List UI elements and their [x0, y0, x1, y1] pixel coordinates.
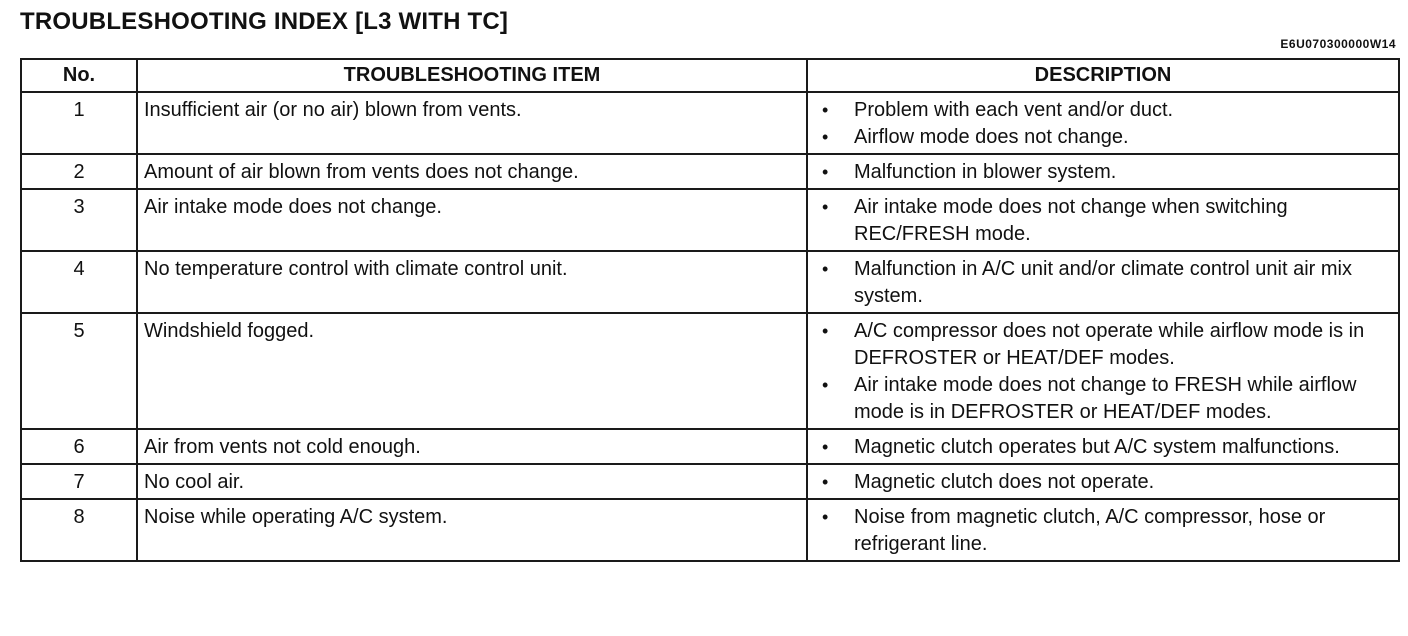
description-list: [822, 97, 1390, 151]
description-item: [822, 97, 1390, 124]
column-header-description: DESCRIPTION: [807, 59, 1399, 92]
description-list: [822, 504, 1390, 558]
description-text: A/C compressor does not operate while airflow mode is in DEFROSTER or HEAT/DEF modes.: [854, 320, 1365, 369]
table-row: [21, 313, 1399, 429]
description-item: [822, 469, 1390, 496]
bullet-icon: •: [822, 259, 829, 279]
bullet-icon: •: [822, 507, 829, 527]
description-cell: [807, 499, 1399, 561]
column-header-no: No.: [21, 59, 137, 92]
row-number: 6: [21, 429, 137, 464]
description-text: Air intake mode does not change to FRESH while airflow mode is in DEFROSTER or HEAT/DEF modes.: [854, 374, 1357, 423]
bullet-icon: •: [822, 100, 829, 120]
description-text: Magnetic clutch operates but A/C system malfunctions.: [854, 436, 1340, 458]
bullet-icon: •: [822, 162, 829, 182]
row-number: 2: [21, 154, 137, 189]
description-text: Air intake mode does not change when switching REC/FRESH mode.: [854, 196, 1288, 245]
row-number: 5: [21, 313, 137, 429]
troubleshooting-index-table: [20, 58, 1400, 562]
description-item: [822, 372, 1390, 426]
table-row: [21, 189, 1399, 251]
troubleshooting-item: Air intake mode does not change.: [137, 189, 807, 251]
description-list: [822, 318, 1390, 426]
description-cell: [807, 251, 1399, 313]
description-item: [822, 318, 1390, 372]
bullet-icon: •: [822, 472, 829, 492]
description-item: [822, 434, 1390, 461]
troubleshooting-item: Windshield fogged.: [137, 313, 807, 429]
troubleshooting-item: Insufficient air (or no air) blown from vents.: [137, 92, 807, 154]
bullet-icon: •: [822, 375, 829, 395]
description-text: Magnetic clutch does not operate.: [854, 471, 1155, 493]
description-text: Problem with each vent and/or duct.: [854, 99, 1174, 121]
description-cell: [807, 429, 1399, 464]
description-list: [822, 194, 1390, 248]
table-row: [21, 154, 1399, 189]
table-row: [21, 464, 1399, 499]
row-number: 3: [21, 189, 137, 251]
description-text: Airflow mode does not change.: [854, 126, 1129, 148]
page-title: TROUBLESHOOTING INDEX [L3 WITH TC]: [20, 8, 509, 35]
troubleshooting-item: Air from vents not cold enough.: [137, 429, 807, 464]
troubleshooting-item: No cool air.: [137, 464, 807, 499]
row-number: 1: [21, 92, 137, 154]
description-item: [822, 504, 1390, 558]
bullet-icon: •: [822, 197, 829, 217]
troubleshooting-item: Amount of air blown from vents does not change.: [137, 154, 807, 189]
description-item: [822, 159, 1390, 186]
bullet-icon: •: [822, 321, 829, 341]
bullet-icon: •: [822, 437, 829, 457]
bullet-icon: •: [822, 127, 829, 147]
description-cell: [807, 154, 1399, 189]
table-row: [21, 429, 1399, 464]
document-code: E6U070300000W14: [1280, 37, 1396, 51]
table-header-row: [21, 59, 1399, 92]
description-text: Noise from magnetic clutch, A/C compressor, hose or refrigerant line.: [854, 506, 1326, 555]
row-number: 7: [21, 464, 137, 499]
description-cell: [807, 313, 1399, 429]
description-list: [822, 434, 1390, 461]
description-item: [822, 124, 1390, 151]
description-text: Malfunction in blower system.: [854, 161, 1117, 183]
description-cell: [807, 92, 1399, 154]
description-cell: [807, 189, 1399, 251]
description-list: [822, 159, 1390, 186]
table-row: [21, 251, 1399, 313]
description-text: Malfunction in A/C unit and/or climate control unit air mix system.: [854, 258, 1352, 307]
description-item: [822, 194, 1390, 248]
troubleshooting-item: Noise while operating A/C system.: [137, 499, 807, 561]
row-number: 8: [21, 499, 137, 561]
column-header-item: TROUBLESHOOTING ITEM: [137, 59, 807, 92]
description-cell: [807, 464, 1399, 499]
table-row: [21, 92, 1399, 154]
description-list: [822, 256, 1390, 310]
troubleshooting-item: No temperature control with climate control unit.: [137, 251, 807, 313]
description-list: [822, 469, 1390, 496]
description-item: [822, 256, 1390, 310]
table-row: [21, 499, 1399, 561]
row-number: 4: [21, 251, 137, 313]
